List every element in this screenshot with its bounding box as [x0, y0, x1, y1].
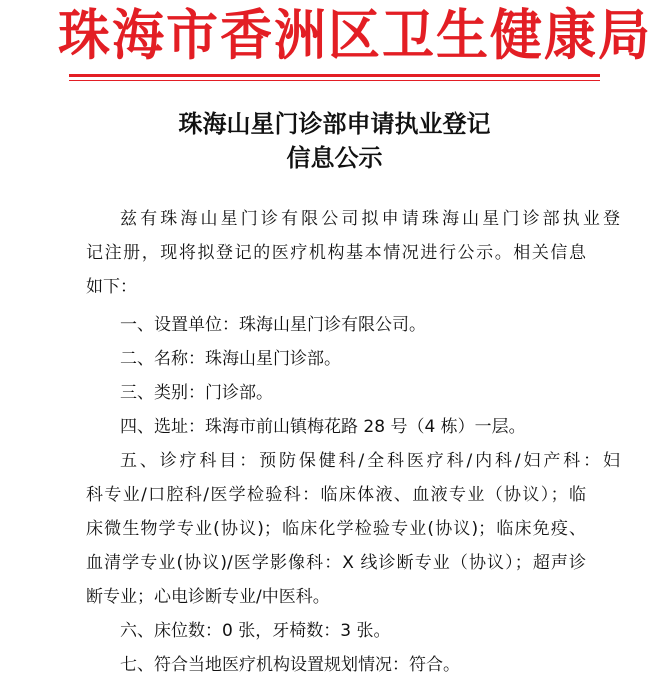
document-title-line2: 信息公示	[286, 143, 383, 172]
item-departments-line-2: 科专业/口腔科/医学检验科：临床体液、血液专业（协议）；临	[86, 485, 586, 505]
item-category: 三、类别：门诊部。	[120, 383, 273, 403]
item-departments-line-3: 床微生物学专业(协议)；临床化学检验专业(协议)；临床免疫、	[86, 519, 586, 539]
letterhead-rule-thin	[69, 80, 600, 81]
item-departments-line-5: 断专业；心电诊断专业/中医科。	[86, 587, 330, 607]
item-departments-line-1: 五、诊疗科目：预防保健科/全科医疗科/内科/妇产科：妇	[120, 451, 620, 471]
item-address: 四、选址：珠海市前山镇梅花路 28 号（4 栋）一层。	[120, 417, 526, 437]
item-planning-compliance: 七、符合当地医疗机构设置规划情况：符合。	[120, 655, 460, 675]
item-beds: 六、床位数：0 张，牙椅数：3 张。	[120, 621, 391, 641]
letterhead-rule-thick	[69, 74, 600, 77]
intro-line-1: 兹有珠海山星门诊有限公司拟申请珠海山星门诊部执业登	[120, 209, 620, 229]
item-name: 二、名称：珠海山星门诊部。	[120, 349, 341, 369]
document-title-line1: 珠海山星门诊部申请执业登记	[178, 109, 491, 138]
letterhead-org-name: 珠海市香洲区卫生健康局	[58, 3, 653, 68]
intro-line-2: 记注册，现将拟登记的医疗机构基本情况进行公示。相关信息	[86, 243, 586, 263]
item-departments-line-4: 血清学专业(协议)/医学影像科：X 线诊断专业（协议）；超声诊	[86, 553, 586, 573]
intro-line-3: 如下：	[86, 277, 137, 297]
item-organizer: 一、设置单位：珠海山星门诊有限公司。	[120, 315, 426, 335]
